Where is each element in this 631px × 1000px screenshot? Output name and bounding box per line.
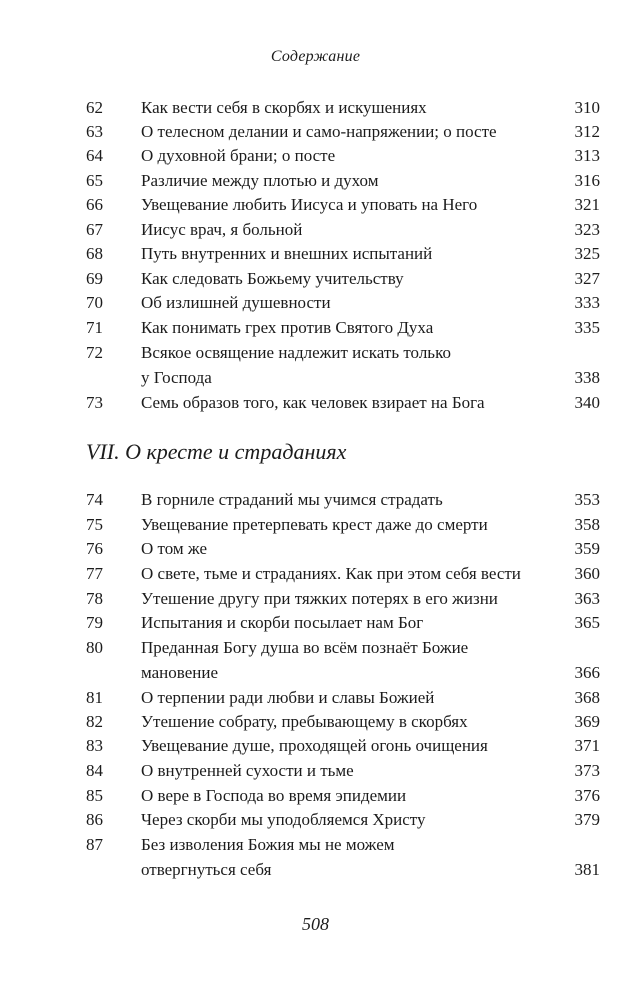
entry-title: О том же: [141, 539, 207, 558]
toc-entry: [0, 120, 631, 144]
toc-entry: [0, 144, 631, 168]
entry-page: 366: [574, 663, 600, 682]
toc-entry: [0, 562, 631, 586]
page-number: 508: [302, 914, 329, 934]
entry-title: Утешение другу при тяжких потерях в его жизни: [141, 589, 498, 608]
entry-number: 68: [86, 244, 103, 263]
entry-page: 368: [574, 688, 600, 707]
entry-title: Семь образов того, как человек взирает на Бога: [141, 393, 485, 412]
entry-page: 369: [574, 712, 600, 731]
toc-entry: [0, 611, 631, 635]
entry-page: 335: [574, 318, 600, 337]
toc-entry: [0, 488, 631, 512]
toc-entry-continuation: [0, 858, 631, 882]
entry-title: О вере в Господа во время эпидемии: [141, 786, 407, 805]
entry-page: 381: [574, 860, 600, 879]
entry-title: Об излишней душевности: [141, 293, 331, 312]
entry-title: Через скорби мы уподобляемся Христу: [141, 810, 426, 829]
running-header: Содержание: [270, 48, 361, 65]
entry-number: 74: [86, 490, 103, 509]
entry-number: 78: [86, 589, 103, 608]
entry-title: Преданная Богу душа во всём познаёт Божие: [141, 638, 469, 657]
entry-number: 62: [86, 98, 103, 117]
entry-number: 77: [86, 564, 103, 583]
toc-entry: [0, 784, 631, 808]
entry-page: 360: [574, 564, 600, 583]
entry-page: 333: [574, 293, 600, 312]
section-heading: VII. О кресте и страданиях: [86, 439, 347, 464]
entry-page: 310: [574, 98, 600, 117]
entry-number: 71: [86, 318, 103, 337]
toc-entry: [0, 316, 631, 340]
entry-page: 358: [574, 515, 600, 534]
toc-entry-continuation: [0, 366, 631, 390]
entry-number: 67: [86, 220, 103, 239]
entry-page: 327: [574, 269, 600, 288]
entry-title: О внутренней сухости и тьме: [141, 761, 354, 780]
toc-entry: [0, 636, 631, 660]
entry-number: 86: [86, 810, 103, 829]
entry-title: Как следовать Божьему учительству: [141, 269, 404, 288]
toc-entry: [0, 218, 631, 242]
entry-number: 63: [86, 122, 103, 141]
entry-title: Испытания и скорби посылает нам Бог: [141, 613, 424, 632]
entry-number: 80: [86, 638, 103, 657]
toc-entry: [0, 96, 631, 120]
entry-number: 70: [86, 293, 103, 312]
entry-title: Иисус врач, я больной: [141, 220, 303, 239]
entry-page: 325: [574, 244, 600, 263]
entry-title: Утешение собрату, пребывающему в скорбях: [141, 712, 468, 731]
entry-number: 81: [86, 688, 103, 707]
toc-entry: [0, 391, 631, 415]
entry-page: 376: [574, 786, 600, 805]
entry-title: Как понимать грех против Святого Духа: [141, 318, 434, 337]
entry-number: 64: [86, 146, 103, 165]
toc-entry-continuation: [0, 661, 631, 685]
entry-number: 65: [86, 171, 103, 190]
toc-entry: [0, 734, 631, 758]
entry-page: 371: [574, 736, 600, 755]
entry-title: Всякое освящение надлежит искать только: [141, 343, 451, 362]
toc-entry: [0, 686, 631, 710]
entry-page: 363: [574, 589, 600, 608]
entry-page: 321: [574, 195, 600, 214]
toc-entry: [0, 267, 631, 291]
entry-title: Различие между плотью и духом: [141, 171, 379, 190]
toc-entry: [0, 169, 631, 193]
entry-page: 365: [574, 613, 600, 632]
entry-title: Путь внутренних и внешних испытаний: [141, 244, 433, 263]
entry-number: 75: [86, 515, 103, 534]
toc-entry: [0, 341, 631, 365]
entry-number: 85: [86, 786, 103, 805]
entry-title: О телесном делании и само-напряжении; о посте: [141, 122, 497, 141]
toc-entry: [0, 833, 631, 857]
entry-number: 76: [86, 539, 103, 558]
entry-page: 373: [574, 761, 600, 780]
toc-entry: [0, 193, 631, 217]
entry-title: Увещевание претерпевать крест даже до смерти: [141, 515, 488, 534]
entry-page: 338: [574, 368, 600, 387]
entry-title: Без изволения Божия мы не можем: [141, 835, 395, 854]
entry-title: О терпении ради любви и славы Божией: [141, 688, 435, 707]
entry-number: 84: [86, 761, 103, 780]
entry-page: 323: [574, 220, 600, 239]
toc-entry: [0, 759, 631, 783]
entry-page: 379: [574, 810, 600, 829]
toc-entry: [0, 291, 631, 315]
toc-entry: [0, 808, 631, 832]
entry-number: 82: [86, 712, 103, 731]
toc-entry: [0, 537, 631, 561]
entry-title: В горниле страданий мы учимся страдать: [141, 490, 443, 509]
entry-title-continuation: у Господа: [141, 368, 212, 387]
entry-title: Увещевание любить Иисуса и уповать на Него: [141, 195, 478, 214]
entry-title: О свете, тьме и страданиях. Как при этом себя вести: [141, 564, 521, 583]
entry-number: 87: [86, 835, 103, 854]
entry-page: 353: [574, 490, 600, 509]
toc-entry: [0, 242, 631, 266]
entry-title: Как вести себя в скорбях и искушениях: [141, 98, 427, 117]
toc-entry: [0, 513, 631, 537]
entry-number: 72: [86, 343, 103, 362]
entry-title-continuation: мановение: [141, 663, 218, 682]
entry-page: 359: [574, 539, 600, 558]
entry-number: 69: [86, 269, 103, 288]
entry-number: 79: [86, 613, 103, 632]
entry-number: 73: [86, 393, 103, 412]
entry-page: 316: [574, 171, 600, 190]
toc-entry: [0, 587, 631, 611]
entry-number: 83: [86, 736, 103, 755]
entry-title: О духовной брани; о посте: [141, 146, 336, 165]
entry-page: 313: [574, 146, 600, 165]
toc-entry: [0, 710, 631, 734]
entry-title: Увещевание душе, проходящей огонь очищения: [141, 736, 488, 755]
entry-page: 312: [574, 122, 600, 141]
entry-title-continuation: отвергнуться себя: [141, 860, 272, 879]
entry-number: 66: [86, 195, 103, 214]
entry-page: 340: [574, 393, 600, 412]
